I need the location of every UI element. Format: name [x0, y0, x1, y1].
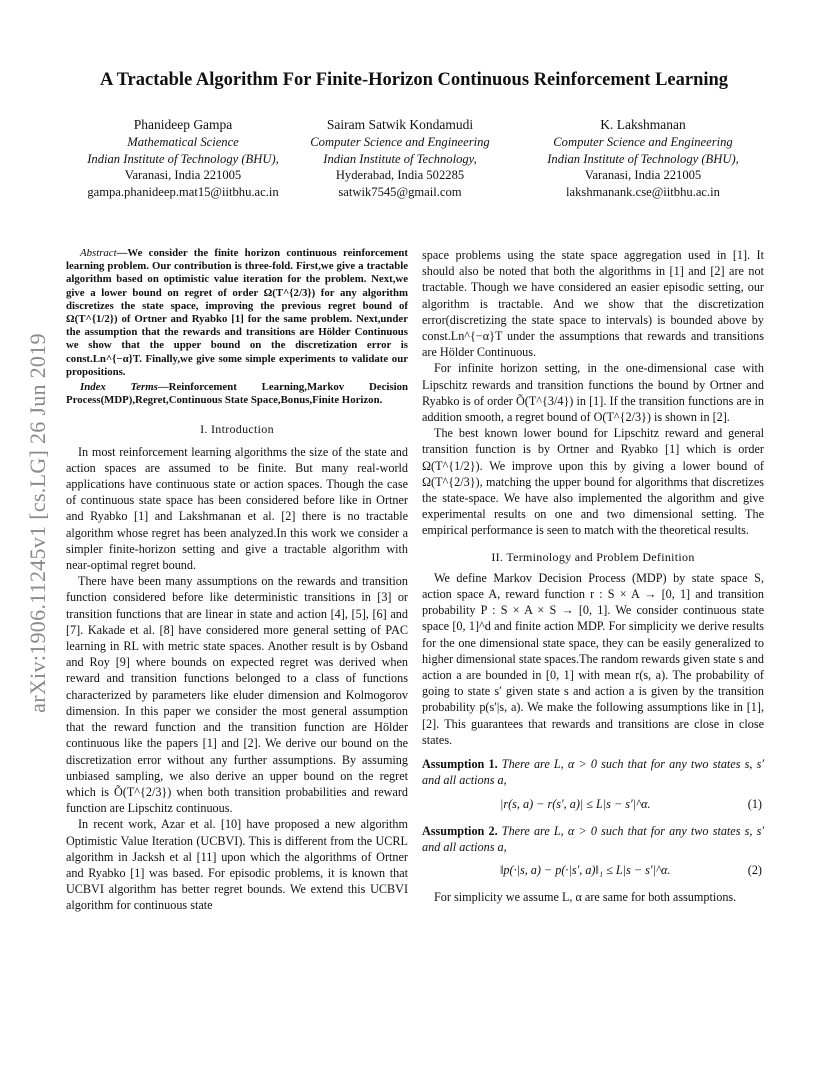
equation-1: [422, 794, 764, 816]
equation-1-number: (1): [747, 796, 762, 811]
author-name: Sairam Satwik Kondamudi: [326, 117, 474, 132]
terminology-paragraph: We define Markov Decision Process (MDP) by state space S, action space A, reward function r : S × A → [0, 1] and transition probability P : S × A × S → [0, 1]. We consider continuous state space [0, 1]^d and finite action MDP. For simplicity we derive results for the one dimensional state space, they can be easily generalized to higher dimensional state spaces.The random rewards given state s and action a are bounded in [0, 1] with mean r(s, a). The probability of going to state s′ given state s and action a is given by the transition probability p(s′|s, a). We make the following assumptions like in [1], [2]. This guarantees that rewards and transitions are close in close states.: [422, 570, 764, 747]
author-name: Phanideep Gampa: [133, 117, 233, 132]
author-block-2: [298, 117, 502, 200]
assumption-1: [422, 756, 764, 788]
intro-paragraph-continued: space problems using the state space aggregation used in [1]. It should also be noted that both the algorithms in [1] and [2] are not tractable. Though we have considered an easier episodic setting, our algorithm is tractable. And we show that the discretization error(discretizing the state space to intervals) is bounded above by const.Ln^{−α}T under the assumptions that rewards and transitions are Hölder Continuous.: [422, 248, 764, 360]
arxiv-sidebar: [18, 288, 58, 758]
abstract-text: —We consider the finite horizon continuous reinforcement learning problem. Our contribution is three-fold. First,we give a tractable algorithm based on optimistic value iteration for the problem. Next,we give a lower bound on regret of order Ω(T^{2/3}) for any algorithm discretizes the state space, improving the previous regret bound of Ω(T^{1/2}) of Ortner and Ryabko [1] for the same problem. Next,under the assumption that the rewards and transitions are Hölder Continuous we show that the upper bound on the discretization error is const.Ln^{−α}T. Finally,we give some simple experiments to validate our propositions.: [66, 247, 408, 378]
right-column: [422, 247, 764, 905]
section-heading-terminology: II. Terminology and Problem Definition: [491, 549, 695, 564]
author-department: Mathematical Science: [127, 135, 239, 150]
author-block-3: [532, 117, 754, 200]
intro-paragraph-3: In recent work, Azar et al. [10] have proposed a new algorithm Optimistic Value Iteration (UCBVI). This is different from the UCRL algorithm in Jacksh et al [11] upon which the algorithms of Ortner and Ryabko [1] was based. For episodic problems, it is known that UCBVI algorithm has better regret bounds. We extend this UCBVI algorithm for continuous state: [66, 817, 408, 913]
author-location: Varanasi, India 221005: [124, 168, 242, 183]
author-institution: Indian Institute of Technology (BHU),: [87, 151, 279, 166]
section-heading-introduction: I. Introduction: [200, 422, 274, 437]
author-name: K. Lakshmanan: [600, 117, 686, 132]
equation-2-number: (2): [747, 862, 762, 877]
equation-1-expression: |r(s, a) − r(s′, a)| ≤ L|s − s′|^α.: [500, 796, 651, 811]
intro-paragraph-2: There have been many assumptions on the rewards and transition function considered before like deterministic transitions in [3] or transition functions that are linear in state and action [4], [5], [6] and [7]. Kakade et al. [8] have considered more general setting of PAC learning in RL with metric state spaces. Another result is by Osband and Roy [9] where bounds on expected regret was derived when reward and transition functions belonged to a class of functions characterized by parameters like eluder dimension and Kolmogorov dimension. In this paper we consider the most general assumption that the reward function and the transition function are Hölder continuous like the papers [1] and [2]. We derive our bound on the discretization error without any further assumptions. By assuming unbiased sampling, we also derive an upper bound on the regret which is Õ(T^{2/3}) when both transition probabilities and reward function are Lipschitz continuous.: [66, 574, 408, 816]
equation-2: [422, 860, 764, 882]
paper-title: A Tractable Algorithm For Finite-Horizon Continuous Reinforcement Learning: [99, 70, 729, 90]
author-block-1: [72, 117, 294, 200]
abstract-label: Abstract: [80, 247, 117, 259]
index-terms-text: —Reinforcement Learning,Markov Decision Process(MDP),Regret,Continuous State Space,Bonus,Finite Horizon.: [66, 381, 408, 407]
index-terms-label: Index Terms: [80, 381, 158, 394]
author-email: gampa.phanideep.mat15@iitbhu.ac.in: [87, 184, 279, 199]
author-institution: Indian Institute of Technology (BHU),: [547, 151, 739, 166]
assumption-2: [422, 823, 764, 855]
author-department: Computer Science and Engineering: [310, 135, 490, 150]
equation-2-expression: ‖p(·|s, a) − p(·|s′, a)‖₁ ≤ L|s − s′|^α.: [500, 862, 671, 877]
author-location: Varanasi, India 221005: [584, 168, 702, 183]
assumption-1-text: There are L, α > 0 such that for any two states s, s′ and all actions a,: [422, 757, 764, 788]
intro-paragraph-5: The best known lower bound for Lipschitz reward and general transition function is by Ortner and Ryabko [1] which is order Ω(T^{1/2}). We improve upon this by giving a lower bound of Ω(T^{2/3}), matching the upper bound for algorithms that discretizes the state-space. We have also implemented the algorithm and give experimental results on one and two dimensional setting. The empirical performance is seen to match with the theoretical results.: [422, 426, 764, 538]
arxiv-identifier: arXiv:1906.11245v1 [cs.LG] 26 Jun 2019: [25, 333, 50, 713]
author-email: lakshmanank.cse@iitbhu.ac.in: [566, 184, 720, 199]
author-email: satwik7545@gmail.com: [338, 184, 462, 199]
assumption-1-label: Assumption 1.: [422, 757, 498, 772]
assumption-2-text: There are L, α > 0 such that for any two states s, s′ and all actions a,: [422, 823, 764, 854]
index-terms: [66, 381, 408, 407]
author-location: Hyderabad, India 502285: [335, 168, 465, 183]
author-department: Computer Science and Engineering: [553, 135, 733, 150]
intro-paragraph-4: For infinite horizon setting, in the one-dimensional case with Lipschitz rewards and transition functions the bound by Ortner and Ryabko is of order Õ(T^{3/4}) in [1]. If the transition functions are in addition smooth, a regret bound of O(T^{2/3}) is shown in [2].: [422, 361, 764, 425]
author-institution: Indian Institute of Technology,: [323, 151, 477, 166]
left-column: [66, 247, 408, 914]
closing-paragraph: For simplicity we assume L, α are same for both assumptions.: [434, 889, 737, 904]
assumption-2-label: Assumption 2.: [422, 823, 498, 838]
intro-paragraph-1: In most reinforcement learning algorithms the size of the state and action spaces are assumed to be finite. But many real-world applications have continuous state or action spaces. Though the case of continuous state space has been considered before like in Ortner and Ryabko [1] and Lakshmanan et al. [2] there is no tractable algorithm whose regret has been analyzed.In this work we consider a simpler finite-horizon setting and give a tractable algorithm with near-optimal regret bound.: [66, 444, 408, 573]
abstract: [66, 247, 408, 379]
